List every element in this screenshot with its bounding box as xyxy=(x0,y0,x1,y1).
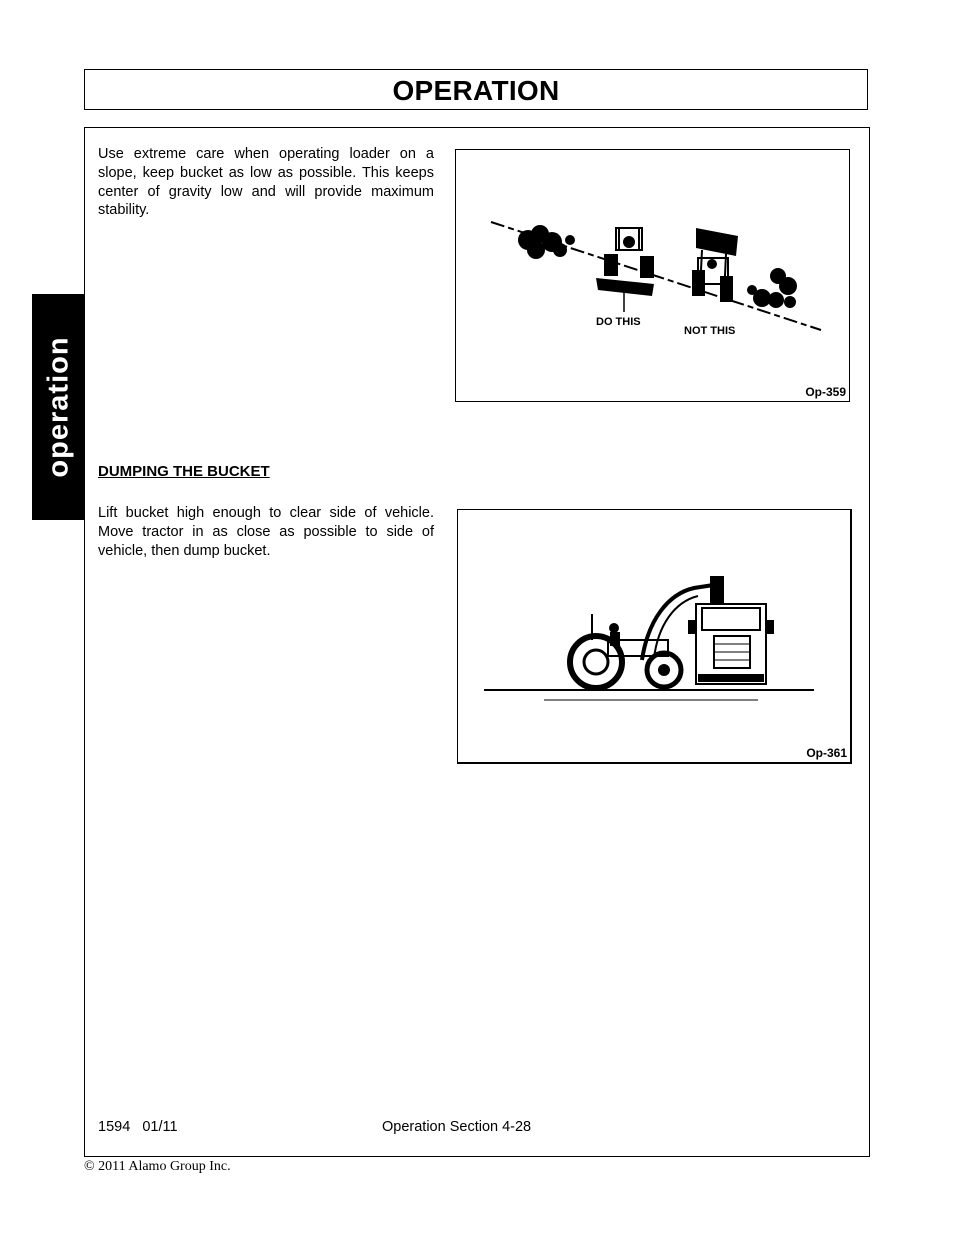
page-title: OPERATION xyxy=(392,75,560,106)
dump-bucket-figure xyxy=(457,509,852,764)
not-this-caption: NOT THIS xyxy=(684,325,736,337)
slope-loader-figure xyxy=(455,149,850,402)
copyright-notice: © 2011 Alamo Group Inc. xyxy=(84,1159,231,1174)
doc-number: 1594 01/11 xyxy=(98,1119,178,1135)
slope-warning-paragraph: Use extreme care when operating loader on a slope, keep bucket as low as possible. This keeps center of gravity low and will provide maximum stability. xyxy=(98,146,434,219)
dump-bucket-illustration xyxy=(458,510,850,762)
figure-id-label: Op-361 xyxy=(806,746,847,760)
do-this-caption: DO THIS xyxy=(596,316,641,328)
slope-loader-illustration xyxy=(456,150,849,401)
section-heading: DUMPING THE BUCKET xyxy=(98,463,270,480)
page-header xyxy=(84,69,868,110)
section-page-number: Operation Section 4-28 xyxy=(382,1119,532,1135)
side-tab-label: operation xyxy=(42,336,74,478)
figure-id-label: Op-359 xyxy=(805,385,846,399)
section-side-tab xyxy=(32,294,85,520)
dumping-paragraph: Lift bucket high enough to clear side of vehicle. Move tractor in as close as possible to side of vehicle, then dump bucket. xyxy=(98,505,434,559)
